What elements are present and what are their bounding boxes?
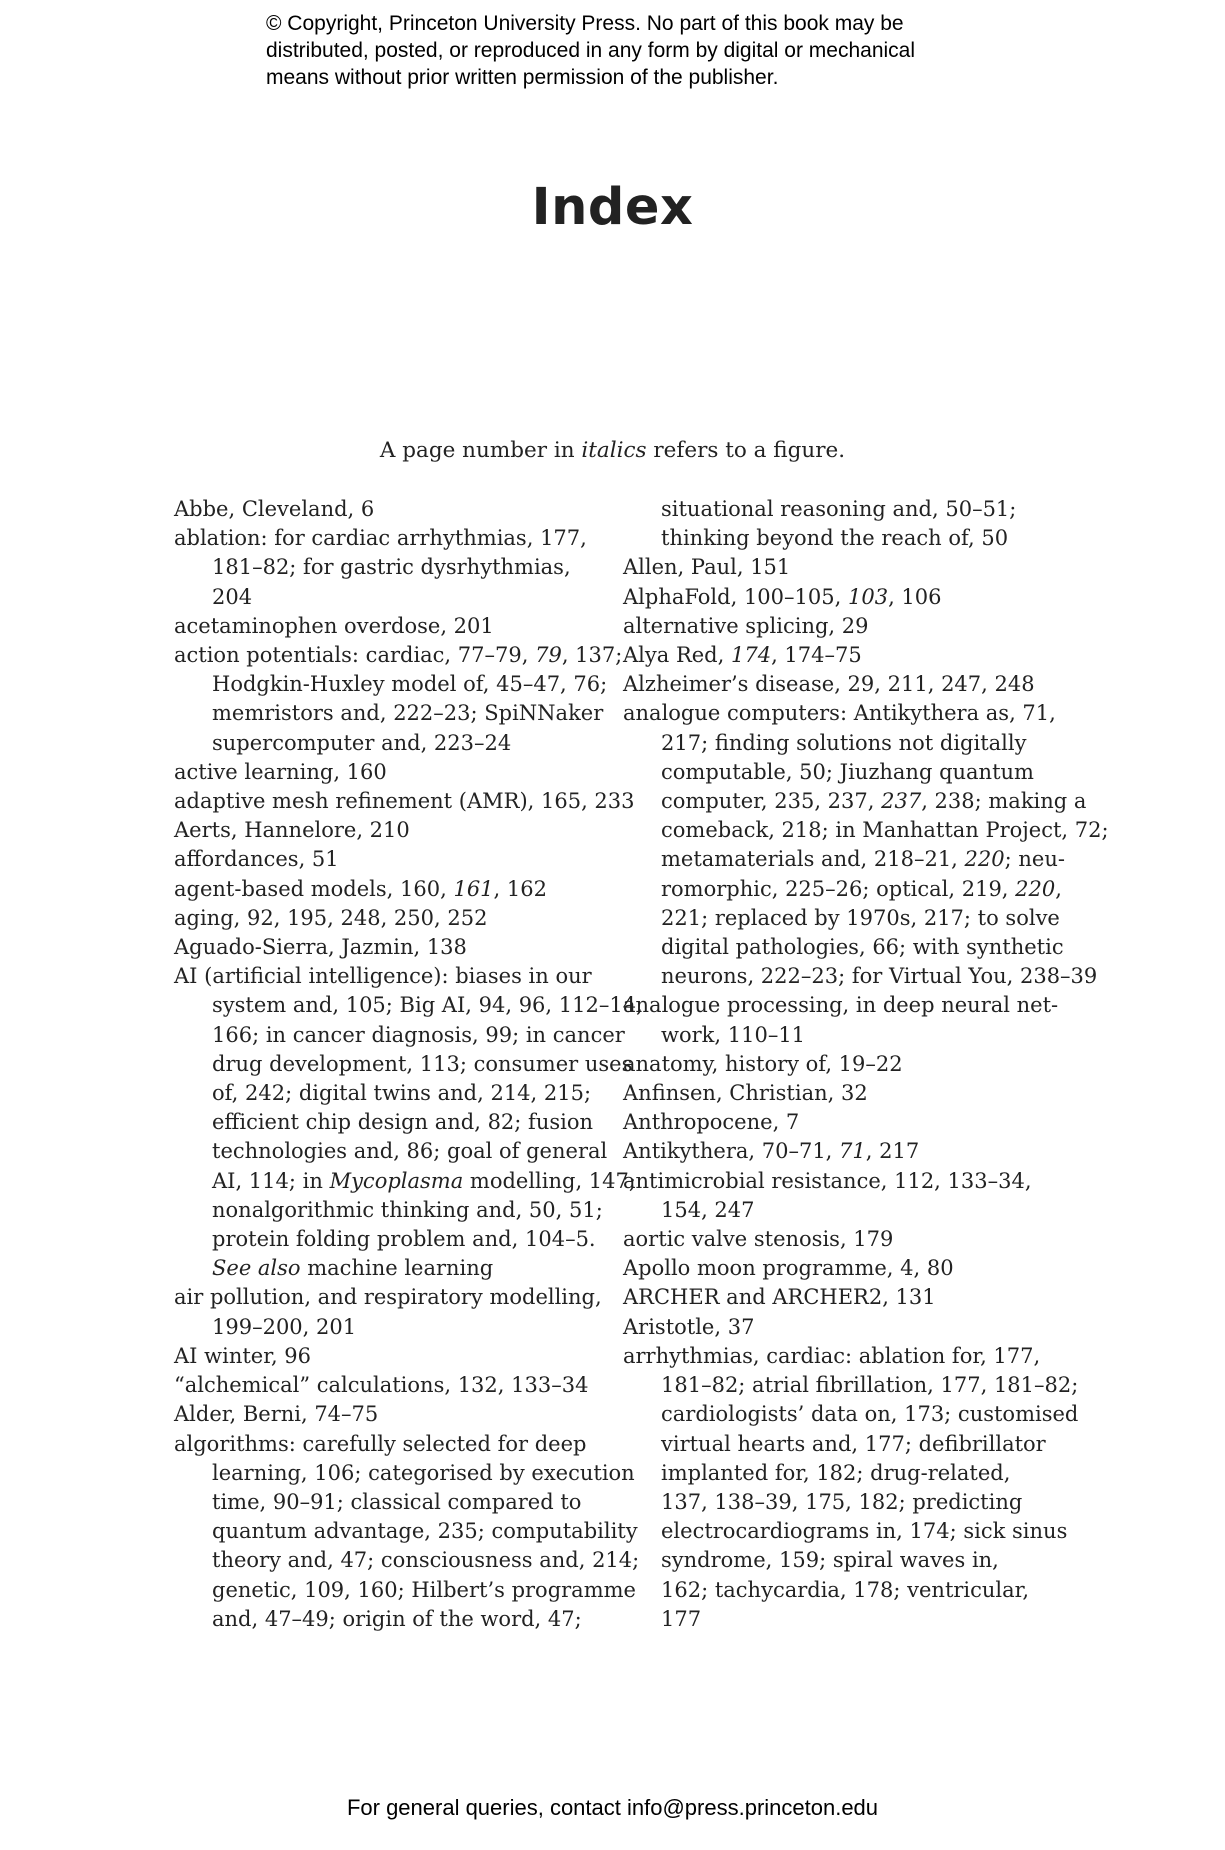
index-text: and, 47–49; origin of the word, 47; [212,1606,582,1631]
figure-page-ref: 237 [881,789,922,814]
index-text: algorithms: carefully selected for deep [174,1431,587,1456]
index-line [623,1459,1053,1488]
index-line [174,1021,625,1050]
index-line [623,933,1064,962]
figure-page-ref: 103 [847,584,889,609]
index-line [174,1137,608,1166]
index-text: work, 110–11 [661,1022,806,1047]
index-text: “alchemical” calculations, 132, 133–34 [174,1373,589,1398]
index-line [174,641,623,670]
index-text: Hodgkin-Huxley model of, 45–47, 76; [212,672,608,697]
index-text: 181–82; atrial fibrillation, 177, 181–82; [661,1373,1079,1398]
index-line [174,1605,604,1634]
index-text: supercomputer and, 223–24 [212,730,512,755]
index-text: time, 90–91; classical compared to [212,1489,582,1514]
index-text: 162; tachycardia, 178; ventricular, [661,1577,1030,1602]
index-text: Aristotle, 37 [623,1314,755,1339]
index-column-right [623,495,1109,1634]
index-text: 217; finding solutions not digitally [661,730,1027,755]
index-text: agent-based models, 160, [174,876,454,901]
index-line [623,524,1053,553]
index-line [623,787,1087,816]
index-text: implanted for, 182; drug-related, [661,1460,1011,1485]
index-text: 166; in cancer diagnosis, 99; in cancer [212,1022,625,1047]
index-line [623,553,1053,582]
index-line [174,495,604,524]
index-line [623,904,1060,933]
index-text: electrocardiograms in, 174; sick sinus [661,1519,1068,1544]
index-text: adaptive mesh refinement (AMR), 165, 233 [174,789,635,814]
index-line [174,1196,604,1225]
index-text: ablation: for cardiac arrhythmias, 177, [174,526,587,551]
index-text: drug development, 113; consumer uses [212,1051,633,1076]
index-text: affordances, 51 [174,847,339,872]
index-text: anatomy, history of, 19–22 [623,1051,903,1076]
index-text: modelling, 147; [463,1168,636,1193]
index-text: aging, 92, 195, 248, 250, 252 [174,905,488,930]
figure-page-ref: 71 [839,1139,866,1164]
index-line [623,1108,1053,1137]
index-line [174,729,604,758]
index-line [623,1313,1053,1342]
index-text: of, 242; digital twins and, 214, 215; [212,1081,592,1106]
index-line [174,1371,604,1400]
index-text: 154, 247 [661,1197,755,1222]
index-text: Apollo moon programme, 4, 80 [623,1256,954,1281]
index-line [174,670,608,699]
index-text: antimicrobial resistance, 112, 133–34, [623,1168,1032,1193]
index-line [623,1021,1053,1050]
index-line [174,612,604,641]
index-line [174,1225,604,1254]
index-line [623,1137,1053,1166]
index-text: 181–82; for gastric dysrhythmias, [212,555,571,580]
index-text: Alya Red, [623,643,731,668]
index-text: romorphic, 225–26; optical, 219, [661,876,1016,901]
index-line [623,699,1056,728]
index-line [623,1342,1053,1371]
index-line [174,1050,633,1079]
index-line [174,933,604,962]
index-line [174,1459,635,1488]
index-line [623,875,1062,904]
note-italic-word: italics [581,438,647,463]
index-text: virtual hearts and, 177; defibrillator [661,1431,1046,1456]
index-text: protein folding problem and, 104–5. [212,1227,596,1252]
index-line [623,962,1098,991]
index-text: aortic valve stenosis, 179 [623,1227,894,1252]
index-text: thinking beyond the reach of, 50 [661,526,1009,551]
index-text: Alder, Berni, 74–75 [174,1402,379,1427]
index-text: AI winter, 96 [174,1343,312,1368]
index-line [623,1488,1053,1517]
index-line [623,1576,1053,1605]
index-text: situational reasoning and, 50–51; [661,497,1017,521]
figure-page-ref: 161 [453,876,494,901]
index-text: , 162 [493,876,547,901]
figure-page-ref: 220 [1015,876,1056,901]
index-text: 221; replaced by 1970s, 217; to solve [661,905,1060,930]
index-line [623,1517,1068,1546]
index-text: cardiologists’ data on, 173; customised [661,1402,1079,1427]
index-text: Alzheimer’s disease, 29, 211, 247, 248 [623,672,1035,697]
index-text: , 137; [561,643,623,668]
index-line [623,1254,1053,1283]
index-text: , 238; making a [921,789,1087,814]
note-text: A page number in [379,438,582,463]
index-text: , 217 [865,1139,920,1164]
index-text: nonalgorithmic thinking and, 50, 51; [212,1197,603,1222]
index-text: Aerts, Hannelore, 210 [174,818,410,843]
index-line [174,1108,604,1137]
index-line [623,612,1053,641]
index-line [174,1342,604,1371]
index-text: air pollution, and respiratory modelling, [174,1285,602,1310]
index-text: 199–200, 201 [212,1314,357,1339]
index-text: analogue processing, in deep neural net- [623,993,1059,1018]
index-text: Abbe, Cleveland, 6 [174,497,375,521]
index-text: genetic, 109, 160; Hilbert’s programme [212,1577,636,1602]
index-line [174,1283,604,1312]
index-line [174,816,604,845]
index-text: active learning, 160 [174,759,387,784]
figure-page-ref: See also [212,1256,301,1281]
copyright-line: means without prior written permission of the publisher. [266,66,779,89]
page-title: Index [531,178,694,237]
index-line [623,1400,1079,1429]
index-text: memristors and, 222–23; SpiNNaker [212,701,604,726]
index-text: comeback, 218; in Manhattan Project, 72; [661,818,1109,843]
index-text: digital pathologies, 66; with synthetic [661,935,1064,960]
index-text: ARCHER and ARCHER2, 131 [623,1285,936,1310]
index-line [623,1605,1053,1634]
index-text: AI, 114; in [212,1168,330,1193]
index-text: 204 [212,584,253,609]
index-text: Anthropocene, 7 [623,1110,800,1135]
figure-page-ref: 79 [535,643,562,668]
index-line [174,758,604,787]
index-text: theory and, 47; consciousness and, 214; [212,1548,640,1573]
index-note [0,438,1225,463]
index-text: 137, 138–39, 175, 182; predicting [661,1489,1023,1514]
index-line [174,1488,604,1517]
index-line [623,1430,1053,1459]
index-text: computable, 50; Jiuzhang quantum [661,759,1034,784]
figure-page-ref: 174 [730,643,772,668]
index-line [623,495,1053,524]
index-text: acetaminophen overdose, 201 [174,613,494,638]
index-line [174,904,604,933]
copyright-line: © Copyright, Princeton University Press. No part of this book may be [266,12,904,35]
index-line [623,1371,1079,1400]
index-text: metamaterials and, 218–21, [661,847,965,872]
index-line [623,758,1053,787]
index-text: syndrome, 159; spiral waves in, [661,1548,999,1573]
index-line [623,816,1109,845]
index-text: computer, 235, 237, [661,789,882,814]
index-line [174,583,604,612]
index-text: Anfinsen, Christian, 32 [623,1081,868,1106]
index-line [623,1050,1053,1079]
index-line [623,641,1053,670]
index-line [174,991,643,1020]
index-line [174,1546,640,1575]
index-line [174,875,604,904]
index-line [174,1079,604,1108]
index-text: AlphaFold, 100–105, [623,584,848,609]
index-text: 177 [661,1606,702,1631]
index-text: action potentials: cardiac, 77–79, [174,643,536,668]
index-text: , 174–75 [771,643,862,668]
index-line [174,1254,604,1283]
index-line [174,962,604,991]
index-line [623,1546,1053,1575]
index-text: , 106 [888,584,942,609]
index-line [174,524,604,553]
copyright-notice [266,10,1026,91]
index-line [174,1576,636,1605]
index-text: machine learning [300,1256,494,1281]
index-line [174,699,604,728]
index-text: Antikythera, 70–71, [623,1139,840,1164]
index-line [623,583,1053,612]
index-line [623,1196,1053,1225]
index-line [174,1167,636,1196]
index-text: AI (artificial intelligence): biases in our [174,964,592,989]
index-line [174,553,604,582]
footer-contact: For general queries, contact info@press.princeton.edu [346,1795,879,1820]
index-line [623,1167,1053,1196]
index-line [174,1400,604,1429]
index-text: , [1055,876,1062,901]
index-text: technologies and, 86; goal of general [212,1139,608,1164]
index-line [623,1225,1053,1254]
index-line [174,787,635,816]
index-text: alternative splicing, 29 [623,613,869,638]
index-text: efficient chip design and, 82; fusion [212,1110,594,1135]
index-text: Aguado-Sierra, Jazmin, 138 [174,935,467,960]
index-line [174,1313,604,1342]
index-text: Allen, Paul, 151 [623,555,791,580]
index-line [623,845,1065,874]
index-text: analogue computers: Antikythera as, 71, [623,701,1056,726]
index-line [174,1430,604,1459]
copyright-line: distributed, posted, or reproduced in any form by digital or mechanical [266,39,916,62]
index-text: system and, 105; Big AI, 94, 96, 112–14, [212,993,643,1018]
index-text: quantum advantage, 235; computability [212,1519,638,1544]
index-line [623,991,1059,1020]
index-line [174,845,604,874]
index-line [174,1517,638,1546]
index-line [623,729,1053,758]
index-column-left [174,495,643,1634]
index-text: ; neu- [1004,847,1065,872]
index-line [623,1283,1053,1312]
figure-page-ref: 220 [964,847,1005,872]
index-text: arrhythmias, cardiac: ablation for, 177, [623,1343,1041,1368]
figure-page-ref: Mycoplasma [329,1168,464,1193]
index-text: learning, 106; categorised by execution [212,1460,635,1485]
index-line [623,670,1053,699]
index-text: neurons, 222–23; for Virtual You, 238–39 [661,964,1098,989]
note-text: refers to a figure. [646,438,846,463]
index-line [623,1079,1053,1108]
